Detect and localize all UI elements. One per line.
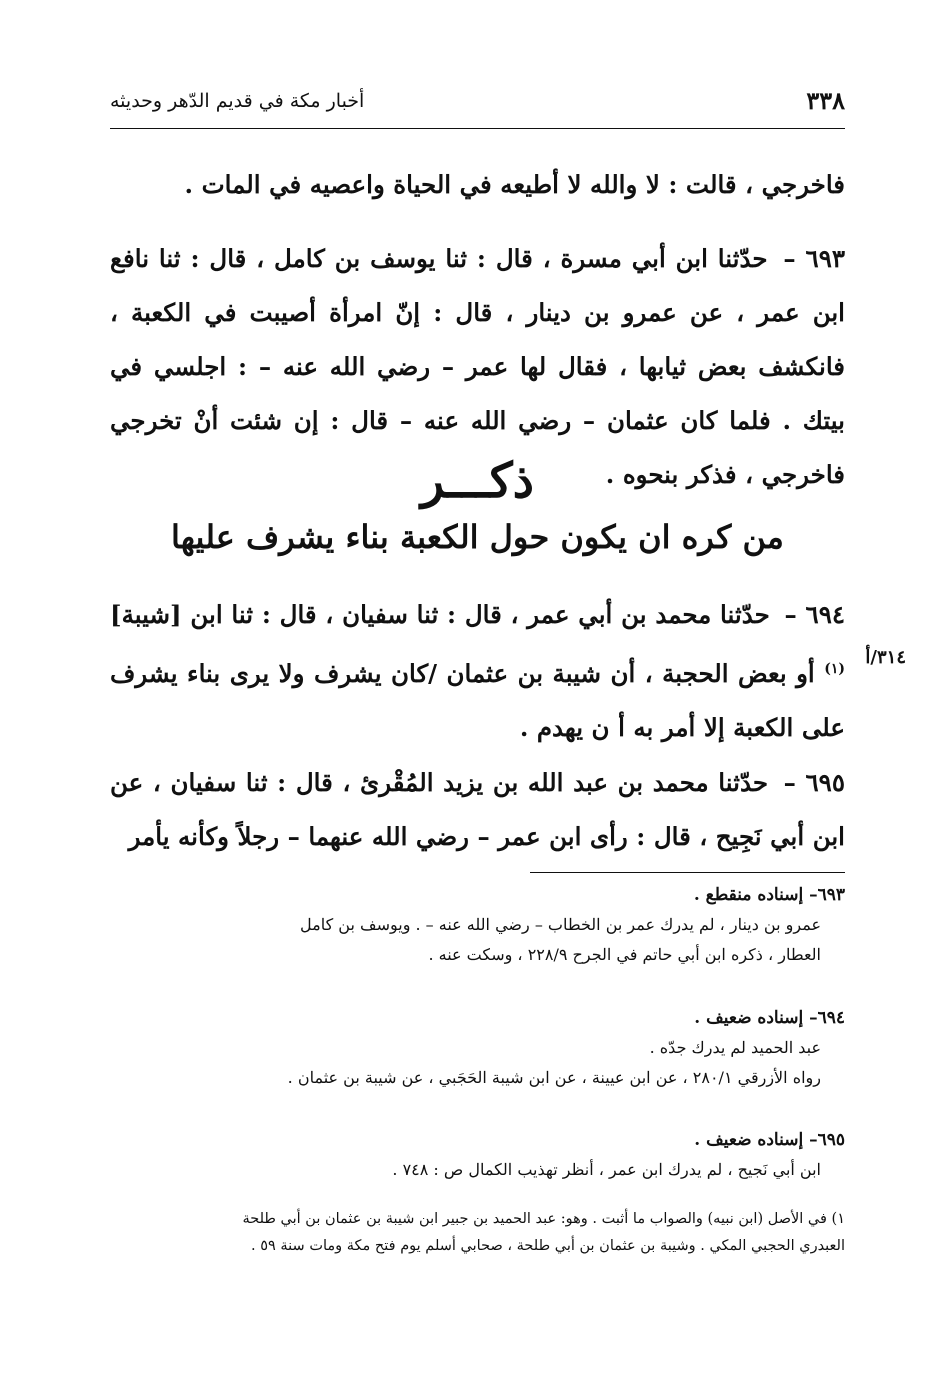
hadith-text: حدّثنا محمد بن أبي عمر ، قال : ثنا سفيان ، قال : ثنا ابن [شيبة]: [110, 600, 770, 629]
header-divider: [110, 128, 845, 129]
hadith-number: ٦٩٤ –: [784, 600, 846, 629]
footnote-heading: ٦٩٥– إسناده ضعيف .: [694, 1130, 845, 1150]
hadith-text: حدّثنا محمد بن عبد الله بن يزيد المُقْرئ ، قال : ثنا سفيان ، عن ابن أبي نَجِيح ، قال : رأى ابن عمر – رضي الله عنهما – رجلاً وكأنه يأمر: [110, 768, 845, 851]
footnote-line: ابن أبي نَجيح ، لم يدرك ابن عمر ، أنظر تهذيب الكمال ص : ٧٤٨ .: [392, 1160, 821, 1179]
footnote-heading: ٦٩٣– إسناده منقطع .: [693, 885, 845, 905]
footnote-heading: ٦٩٤– إسناده ضعيف .: [694, 1008, 845, 1028]
section-heading-dhikr: ذكـــر: [421, 453, 534, 509]
chapter-title: من كره ان يكون حول الكعبة بناء يشرف عليها: [171, 518, 784, 556]
footnote-line: العطار ، ذكره ابن أبي حاتم في الجرح ٢٢٨/٩ ، وسكت عنه .: [428, 945, 821, 964]
footnote-divider: [530, 872, 845, 873]
running-title: أخبار مكة في قديم الدّهر وحديثه: [110, 90, 365, 112]
footnote-line: عبد الحميد لم يدرك جدّه .: [649, 1038, 821, 1057]
hadith-number: ٦٩٥ –: [783, 768, 845, 797]
editor-note-line: العبدري الحجبي المكي . وشيبة بن عثمان بن أبي طلحة ، صحابي أسلم يوم فتح مكة ومات سنة ٥٩ .: [251, 1238, 845, 1254]
hadith-number: ٦٩٣ –: [783, 244, 846, 273]
hadith-text-continued: أو بعض الحجبة ، أن شيبة بن عثمان /كان يشرف ولا يرى بناء يشرف على الكعبة إلا أمر به أ ن يهدم .: [110, 659, 845, 743]
hadith-694: [110, 588, 845, 755]
editor-note-line: ١) في الأصل (ابن نبيه) والصواب ما أثبت . وهو: عبد الحميد بن جبير ابن شيبة بن عثمان بن أبي طلحة: [242, 1211, 845, 1227]
footnote-line: عمرو بن دينار ، لم يدرك عمر بن الخطاب – رضي الله عنه – . ويوسف بن كامل: [300, 915, 821, 934]
footnote-693: [110, 880, 845, 970]
footnote-695: [110, 1125, 845, 1185]
footnote-marker: (١): [824, 661, 845, 677]
continuation-paragraph: فاخرجي ، قالت : لا والله لا أطيعه في الحياة واعصيه في المات .: [184, 170, 845, 199]
editor-note: [110, 1206, 845, 1260]
hadith-text: حدّثنا ابن أبي مسرة ، قال : ثنا يوسف بن كامل ، قال : ثنا نافع ابن عمر ، عن عمرو بن دينار ، قال : إنّ امرأة أصيبت في الكعبة ، فانكشف بعض ثيابها ، فقال لها عمر – رضي الله عنه – : اجلسي في بيتك . فلما كان عثمان – رضي الله عنه – قال : إن شئت أنْ تخرجي فاخرجي ، فذكر بنحوه .: [110, 244, 845, 489]
footnote-694: [110, 1003, 845, 1093]
manuscript-folio-reference: ٣١٤/أ: [865, 647, 906, 668]
footnote-line: رواه الأزرقي ٢٨٠/١ ، عن ابن عيينة ، عن ابن شيبة الحَجَبي ، عن شيبة بن عثمان .: [287, 1068, 821, 1087]
hadith-695: [110, 756, 845, 864]
page-header: [110, 86, 845, 126]
page-number: ٣٣٨: [806, 86, 845, 115]
